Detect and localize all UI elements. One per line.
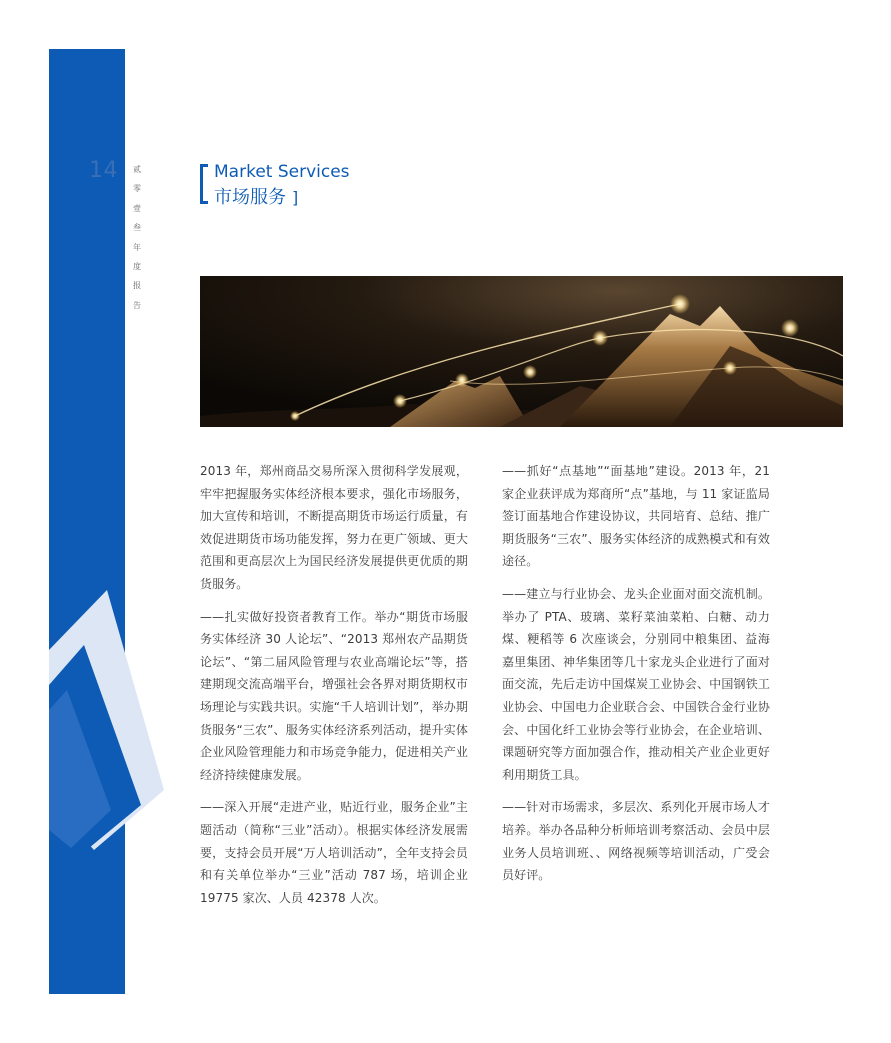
vertical-annual-report-label <box>131 160 143 315</box>
vertical-label-char: 度 <box>133 262 141 272</box>
mountain-night-light-trails-image <box>200 276 843 427</box>
paragraph: ——抓好“点基地”“面基地”建设。2013 年，21 家企业获评成为郑商所“点”基地，与 11 家证监局签订面基地合作建设协议，共同培育、总结、推广期货服务“三农”、服务实体经济的成熟模式和有效途径。 <box>502 464 770 569</box>
section-title-cn <box>214 183 298 209</box>
vertical-label-char: 贰 <box>133 165 141 174</box>
close-bracket: ] <box>292 188 299 207</box>
vertical-label-char: 年 <box>133 242 141 252</box>
vertical-label-char: 壹 <box>133 203 141 213</box>
section-title-en: Market Services <box>214 162 350 182</box>
paragraph: ——深入开展“走进产业，贴近行业，服务企业”主题活动（简称“三业”活动）。根据实体经济发展需要，支持会员开展“万人培训活动”，全年支持会员和有关单位举办“三业”活动 787 场，培训企业 19775 家次、人员 42378 人次。 <box>200 800 468 905</box>
vertical-label-char: 零 <box>133 184 141 194</box>
section-title-cn-text: 市场服务 <box>214 187 286 208</box>
vertical-label-char: 叁 <box>133 223 141 233</box>
blue-side-band <box>49 49 125 994</box>
paragraph: ——扎实做好投资者教育工作。举办“期货市场服务实体经济 30 人论坛”、“2013 郑州农产品期货论坛”、“第二届风险管理与农业高端论坛”等，搭建期现交流高端平台，增强社会各界对期货期权市场理论与实践共识。实施“千人培训计划”，举办期货服务“三农”、服务实体经济系列活动，提升实体企业风险管理能力和市场竞争能力，促进相关产业经济持续健康发展。 <box>200 609 468 782</box>
body-column-right <box>502 460 770 897</box>
vertical-label-char: 告 <box>133 300 141 310</box>
hero-image <box>200 276 843 427</box>
paragraph: ——建立与行业协会、龙头企业面对面交流机制。举办了 PTA、玻璃、菜籽菜油菜粕、白糖、动力煤、粳稻等 6 次座谈会，分别同中粮集团、益海嘉里集团、神华集团等几十家龙头企业进行了面对面交流，先后走访中国煤炭工业协会、中国钢铁工业协会、中国电力企业联合会、中国铁合金行业协会、中国化纤工业协会等行业协会，在企业培训、课题研究等方面加强合作，推动相关产业企业更好利用期货工具。 <box>502 586 770 782</box>
vertical-label-char: 报 <box>133 281 141 291</box>
page-number: 14 <box>89 158 118 183</box>
body-column-left <box>200 460 468 919</box>
open-bracket-icon <box>200 164 208 204</box>
paragraph: ——针对市场需求，多层次、系列化开展市场人才培养。举办各品种分析师培训考察活动、会员中层业务人员培训班、、网络视频等培训活动，广受会员好评。 <box>502 800 770 883</box>
paragraph: 2013 年，郑州商品交易所深入贯彻科学发展观，牢牢把握服务实体经济根本要求，强化市场服务，加大宣传和培训，不断提高期货市场运行质量，有效促进期货市场功能发挥，努力在更广领域、更大范围和更高层次上为国民经济发展提供更优质的期货服务。 <box>200 464 468 591</box>
